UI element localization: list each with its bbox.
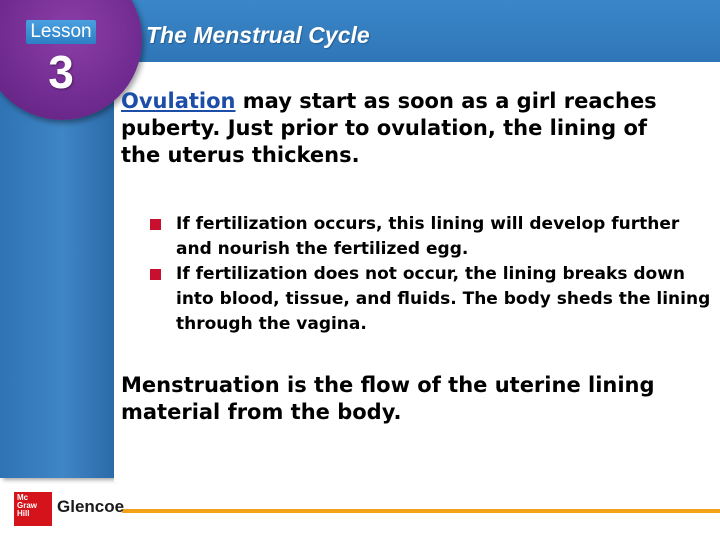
publisher-name: Glencoe — [57, 497, 125, 516]
bullet-square-icon — [150, 219, 161, 230]
ovulation-term-link[interactable]: Ovulation — [121, 89, 236, 113]
bullet-list — [150, 212, 720, 337]
intro-paragraph — [121, 88, 681, 169]
bullet-square-icon — [150, 269, 161, 280]
lesson-label: Lesson — [26, 20, 96, 44]
bullet-item — [150, 212, 720, 262]
bullet-text: If fertilization does not occur, the lining breaks down into blood, tissue, and fluids. The body sheds the lining through the vagina. — [176, 264, 711, 334]
lesson-number: 3 — [48, 46, 74, 98]
mcgraw-hill-logo — [14, 492, 52, 526]
bullet-item — [150, 262, 720, 337]
logo-line: Hill — [17, 509, 30, 518]
logo-line: Graw — [17, 501, 38, 510]
slide-title: The Menstrual Cycle — [146, 22, 370, 48]
bullet-text: If fertilization occurs, this lining will develop further and nourish the fertilized egg. — [176, 214, 680, 259]
logo-line: Mc — [17, 493, 29, 502]
summary-paragraph: Menstruation is the flow of the uterine lining material from the body. — [121, 373, 655, 424]
footer-line — [122, 509, 720, 513]
intro-text: may start as soon as a girl reaches puberty. Just prior to ovulation, the lining of the uterus thickens. — [121, 89, 657, 167]
